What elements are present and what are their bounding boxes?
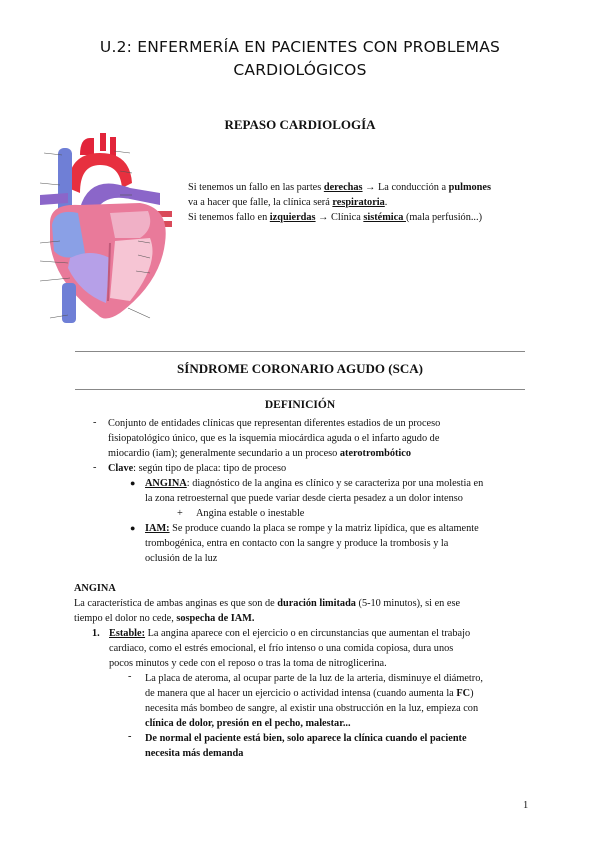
iam-item: IAM: Se produce cuando la placa se rompe y la matriz lipídica, que es altamente trombogénica, entra en contacto con la sangre y produce la trombosis y la oclusión de la luz xyxy=(145,523,479,564)
angina-heading: ANGINA xyxy=(74,583,116,594)
definicion-heading: DEFINICIÓN xyxy=(264,399,336,411)
document-title xyxy=(60,36,540,82)
angina-intro: La característica de ambas anginas es que son de duración limitada (5-10 minutos), si en ese tiempo el dolor no cede, sospecha de IAM. xyxy=(74,598,461,624)
estable-item: Estable: La angina aparece con el ejercicio o en circunstancias que aumentan el trabajo cardiaco, como el estrés emocional, el frío intenso o una comida copiosa, dura unos pocos minutos y cede con el reposo o tras la toma de nitroglicerina. xyxy=(109,628,471,669)
title-line-2: CARDIOLÓGICOS xyxy=(233,61,367,79)
divider-bottom xyxy=(75,389,525,390)
sca-title: SÍNDROME CORONARIO AGUDO (SCA) xyxy=(177,361,423,376)
angina-item: ANGINA: diagnóstico de la angina es clínico y se caracteriza por una molestia en la zona retroesternal que puede variar desde cierta pesadez a un dolor intenso xyxy=(145,478,484,504)
heart-diagram xyxy=(10,133,185,328)
divider-top xyxy=(75,351,525,352)
title-line-1: U.2: ENFERMERÍA EN PACIENTES CON PROBLEMAS xyxy=(99,38,501,56)
dot-bullet: ● xyxy=(130,523,136,533)
list-number: 1. xyxy=(92,628,100,639)
dot-bullet: ● xyxy=(130,478,136,488)
estable-subitem-1: La placa de ateroma, al ocupar parte de la luz de la arteria, disminuye el diámetro, de manera que al hacer un ejercicio o actividad intensa (cuando aumenta la FC) necesita más bombeo de sangre, al existir una obstrucción en la luz, empieza con clínica de dolor, presión en el pecho, malestar... xyxy=(145,673,483,729)
dash-bullet: - xyxy=(93,417,97,428)
clave-item: Clave: según tipo de placa: tipo de proceso xyxy=(108,463,287,474)
dash-bullet: - xyxy=(93,462,97,473)
dash-bullet: - xyxy=(128,671,132,682)
plus-bullet: + xyxy=(177,508,183,519)
dash-bullet: - xyxy=(128,731,132,742)
intro-paragraph: Si tenemos un fallo en las partes derechas → La conducción a pulmones va a hacer que falle, la clínica será respiratoria. Si tenemos fallo en izquierdas → Clínica sistémica (mala perfusión...) xyxy=(188,182,491,223)
estable-subitem-2: De normal el paciente está bien, solo aparece la clínica cuando el paciente necesita más demanda xyxy=(145,733,467,759)
angina-subitem: Angina estable o inestable xyxy=(196,508,305,519)
page-number: 1 xyxy=(523,800,529,811)
definition-paragraph: Conjunto de entidades clínicas que representan diferentes estadios de un proceso fisiopatológico único, que es la isquemia miocárdica aguda o el infarto agudo de miocardio (iam); generalmente secundario a un proceso aterotrombótico xyxy=(108,418,441,459)
section-subtitle: REPASO CARDIOLOGÍA xyxy=(224,117,376,132)
